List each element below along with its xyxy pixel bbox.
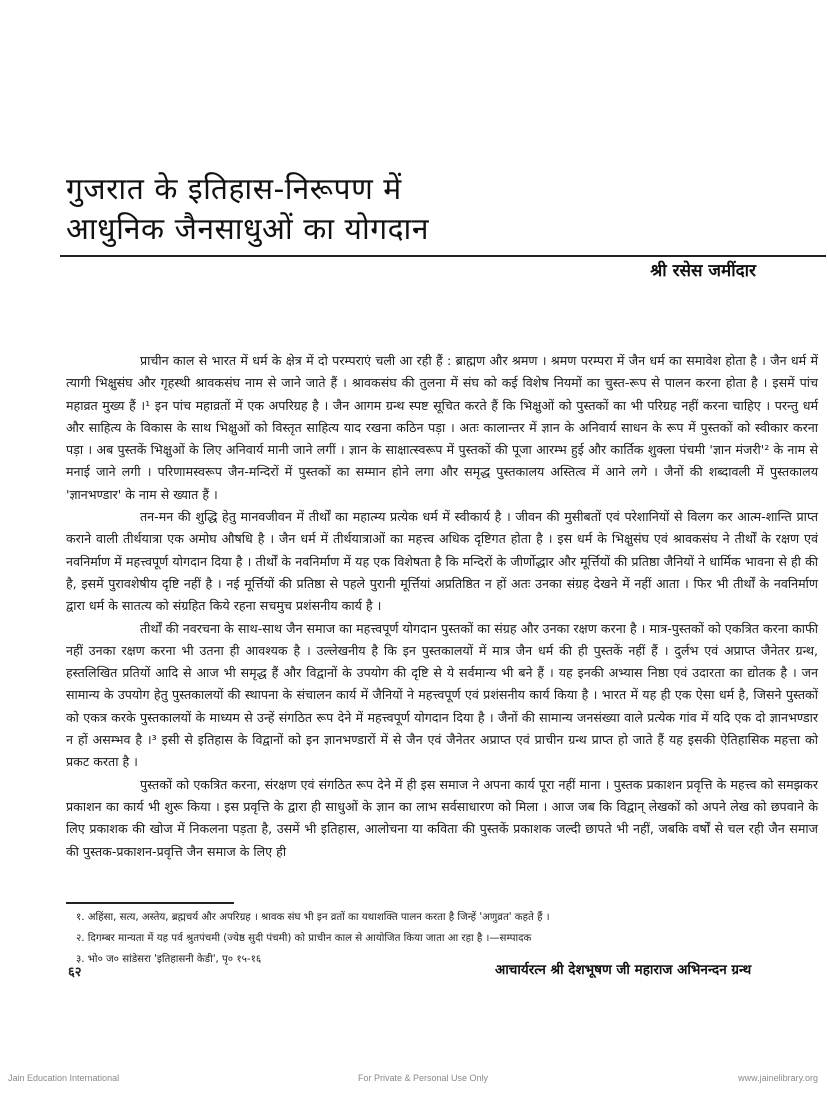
watermark-website: www.jainelibrary.org xyxy=(738,1073,818,1083)
article-body xyxy=(66,350,818,863)
title-line-1: गुजरात के इतिहास-निरूपण में xyxy=(66,172,402,207)
title-line-2: आधुनिक जैनसाधुओं का योगदान xyxy=(66,212,429,247)
page-number: ६२ xyxy=(68,965,82,980)
paragraph: तन-मन की शुद्धि हेतु मानवजीवन में तीर्थों का महात्म्य प्रत्येक धर्म में स्वीकार्य है । जीवन की मुसीबतों एवं परेशानियों से विलग कर आत्म-शान्ति प्राप्त कराने वाली तीर्थयात्रा एक अमोघ औषधि है । जैन धर्म में तीर्थयात्राओं का महत्त्व अधिक दृष्टिगत होता है । इस धर्म के भिक्षुसंघ एवं श्रावकसंघ ने तीर्थों के रक्षण एवं नवनिर्माण में महत्त्वपूर्ण योगदान दिया है । तीर्थों के नवनिर्माण में यह एक विशेषता है कि मन्दिरों के जीर्णोद्धार और मूर्त्तियों की प्रतिष्ठा जैनियों ने धार्मिक भावना से ही की है, इसमें पुरावशेषीय दृष्टि नहीं है । नई मूर्त्तियों की प्रतिष्ठा से पहले पुरानी मूर्त्तियां अप्रतिष्ठित न हों अतः उनका संग्रह देखने में नहीं आता । फिर भी तीर्थों के नवनिर्माण द्वारा धर्म के सातत्य को संग्रहित किये रहना सचमुच प्रशंसनीय कार्य है । xyxy=(66,509,818,614)
watermark-usage: For Private & Personal Use Only xyxy=(358,1073,489,1083)
footnote-2: २. दिगम्बर मान्यता में यह पर्व श्रुतपंचमी (ज्येष्ठ सुदी पंचमी) को प्राचीन काल से आयोजित किया जाता आ रहा है ।—सम्पादक xyxy=(76,933,532,944)
article-title xyxy=(66,170,826,250)
book-title: आचार्यरत्न श्री देशभूषण जी महाराज अभिनन्दन ग्रन्थ xyxy=(495,962,752,978)
title-divider xyxy=(60,255,826,257)
paragraph: प्राचीन काल से भारत में धर्म के क्षेत्र में दो परम्पराएं चली आ रही हैं : ब्राह्मण और श्रमण । श्रमण परम्परा में जैन धर्म का समावेश होता है । जैन धर्म में त्यागी भिक्षुसंघ और गृहस्थी श्रावकसंघ नाम से जाने जाते हैं । श्रावकसंघ की तुलना में संघ को कई विशेष नियमों का चुस्त-रूप से पालन करना होता है । इसमें पांच महाव्रत मुख्य हैं ।¹ इन पांच महाव्रतों में एक अपरिग्रह है । जैन आगम ग्रन्थ स्पष्ट सूचित करते हैं कि भिक्षुओं को पुस्तकों का भी परिग्रह नहीं करना चाहिए । परन्तु धर्म और साहित्य के विकास के साथ भिक्षुओं को विस्तृत साहित्य याद रखना कठिन पड़ा । अतः कालान्तर में ज्ञान के अनिवार्य साधन के रूप में पुस्तकों को स्वीकार करना पड़ा । अब पुस्तकें भिक्षुओं के लिए अनिवार्य मानी जाने लगीं । ज्ञान के साक्षात्स्वरूप में पुस्तकों की पूजा आरम्भ हुई और कार्तिक शुक्ला पंचमी 'ज्ञान मंजरी'² के नाम से मनाई जाने लगी । परिणामस्वरूप जैन-मन्दिरों में पुस्तकों का सम्मान होने लगा और समृद्ध पुस्तकालय अस्तित्व में आने लगे । जैनों की शब्दावली में पुस्तकालय 'ज्ञानभण्डार' के नाम से ख्यात हैं । xyxy=(66,353,818,502)
footnote-divider xyxy=(66,902,234,904)
paragraph: पुस्तकों को एकत्रित करना, संरक्षण एवं संगठित रूप देने में ही इस समाज ने अपना कार्य पूरा नहीं माना । पुस्तक प्रकाशन प्रवृत्ति के महत्त्व को समझकर प्रकाशन का कार्य भी शुरू किया । इस प्रवृत्ति के द्वारा ही साधुओं के ज्ञान का लाभ सर्वसाधारण को मिला । आज जब कि विद्वान् लेखकों को अपने लेख को छपवाने के लिए प्रकाशक की खोज में निकलना पड़ता है, उसमें भी इतिहास, आलोचना या कविता की पुस्तकें प्रकाशक जल्दी छापते भी नहीं, जबकि वर्षों से चल रही जैन समाज की पुस्तक-प्रकाशन-प्रवृत्ति जैन समाज के लिए ही xyxy=(66,776,818,859)
watermark-publisher: Jain Education International xyxy=(8,1073,120,1083)
footnote-1: १. अहिंसा, सत्य, अस्तेय, ब्रह्मचर्य और अपरिग्रह । श्रावक संघ भी इन व्रतों का यथाशक्ति पालन करता है जिन्हें 'अणुव्रत' कहते हैं । xyxy=(76,912,550,923)
paragraph: तीर्थों की नवरचना के साथ-साथ जैन समाज का महत्त्वपूर्ण योगदान पुस्तकों का संग्रह और उनका रक्षण करना है । मात्र-पुस्तकों को एकत्रित करना काफी नहीं उनका रक्षण करना भी उतना ही आवश्यक है । उल्लेखनीय है कि इन पुस्तकालयों में मात्र जैन धर्म की ही पुस्तकें नहीं हैं । दुर्लभ एवं अप्राप्त जैनेतर ग्रन्थ, हस्तलिखित प्रतियों आदि से आज भी समृद्ध हैं और विद्वानों के उपयोग की दृष्टि से ये सर्वमान्य भी बने हैं । यह इनकी अभ्यास निष्ठा एवं उदारता का द्योतक है । जन सामान्य के उपयोग हेतु पुस्तकालयों की स्थापना के संचालन कार्य में जैनियों ने महत्त्वपूर्ण एवं प्रशंसनीय कार्य किया है । भारत में यह ही एक ऐसा धर्म है, जिसने पुस्तकों को एकत्र करके पुस्तकालयों के माध्यम से उन्हें संगठित रूप देने में महत्त्वपूर्ण योगदान दिया है । जैनों की सामान्य जनसंख्या वाले प्रत्येक गांव में यदि एक दो ज्ञानभण्डार न हों असम्भव है ।³ इसी से इतिहास के विद्वानों को इन ज्ञानभण्डारों में से जैन एवं जैनेतर अप्राप्त एवं प्राचीन ग्रन्थ प्राप्त हो जाते हैं यह इसकी ऐतिहासिक महत्ता को प्रकट करता है । xyxy=(66,620,818,770)
footnote-3: ३. भो० ज० सांडेसरा 'इतिहासनी केडी', पृ० १५-१६ xyxy=(76,954,262,965)
author-name: श्री रसेस जमींदार xyxy=(650,261,756,281)
